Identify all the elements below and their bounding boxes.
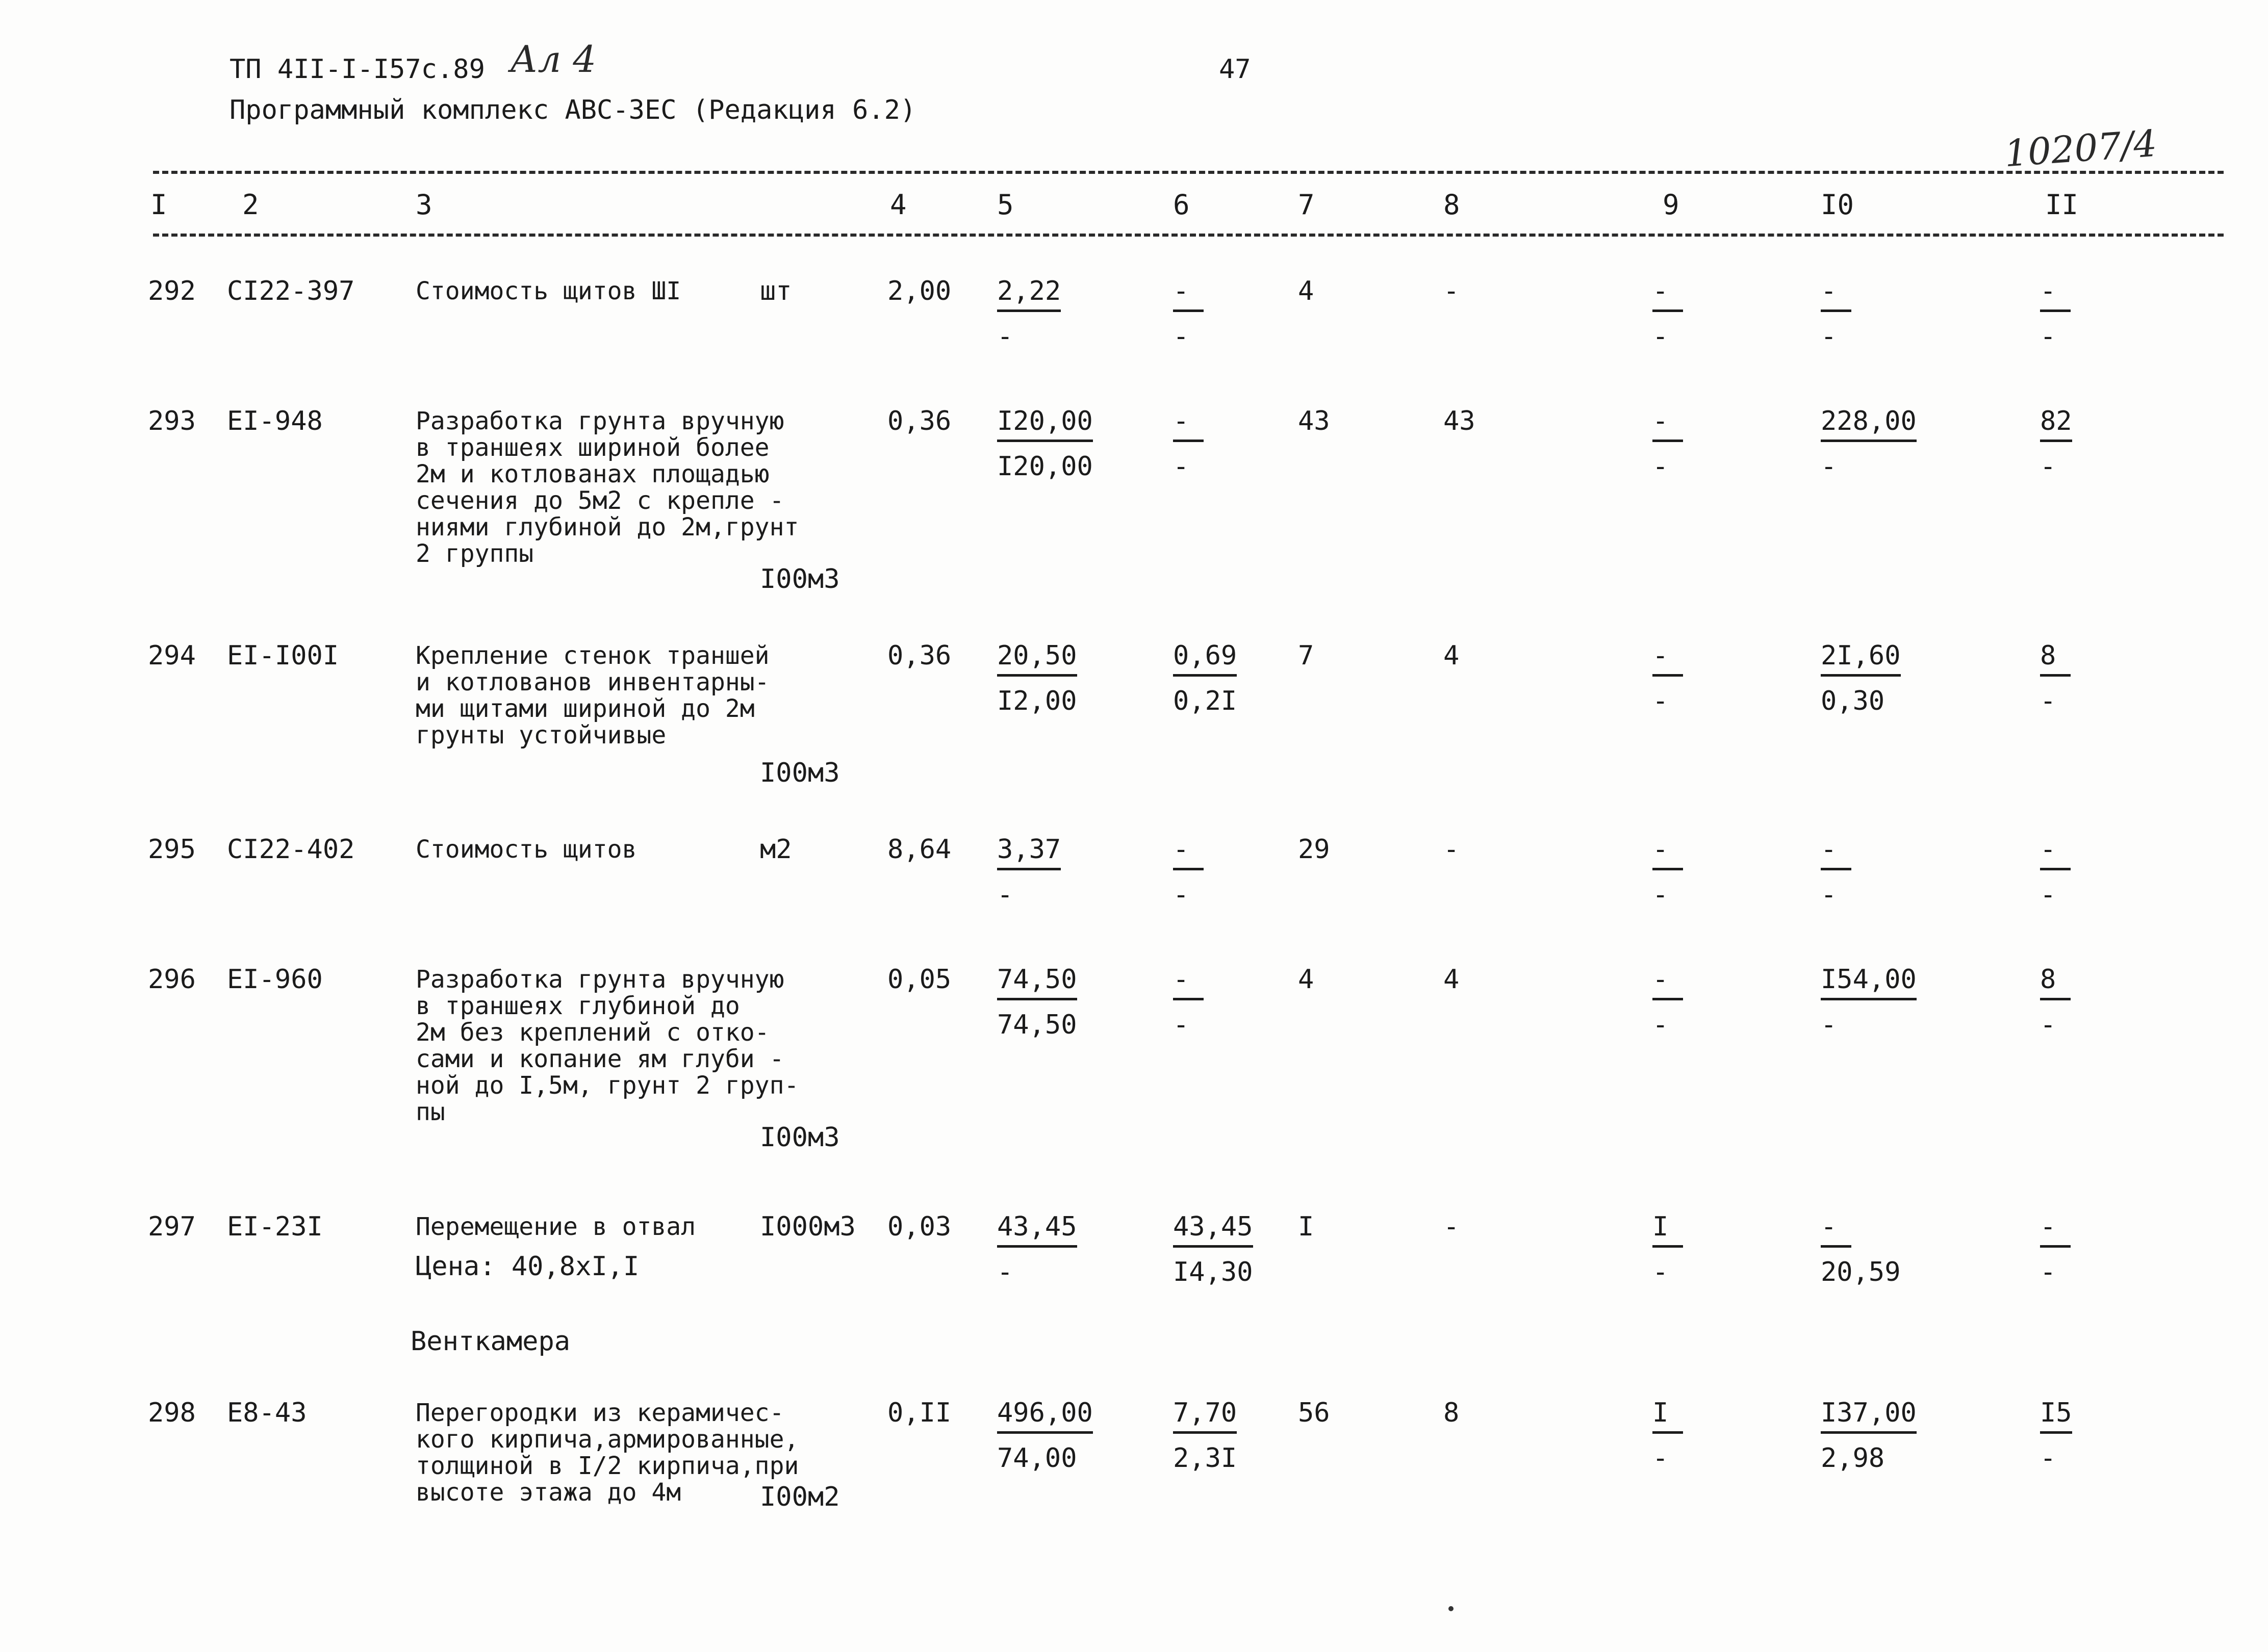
cell-col11-denominator: - <box>2040 321 2056 352</box>
cell-col5 <box>997 836 1114 911</box>
cell-col10 <box>1821 966 1938 1041</box>
row-number: 295 <box>148 834 196 865</box>
cell-col8: 8 <box>1443 1398 1460 1428</box>
cell-col8: - <box>1443 276 1460 306</box>
row-number: 293 <box>148 406 196 436</box>
col-header-11: II <box>2045 189 2079 221</box>
cell-col10-denominator: - <box>1821 451 1837 482</box>
cell-col9-denominator: - <box>1652 1443 1669 1474</box>
cell-col7: 7 <box>1298 640 1314 671</box>
cell-col9-numerator: I <box>1652 1214 1683 1248</box>
page-number: 47 <box>1219 54 1251 85</box>
col-header-6: 6 <box>1173 189 1190 221</box>
cell-col10-denominator: - <box>1821 880 1837 910</box>
col-header-10: I0 <box>1821 189 1854 221</box>
row-description: Стоимость щитов ШI <box>416 277 681 305</box>
row-unit: I000м3 <box>760 1211 856 1242</box>
section-label: Венткамера <box>411 1326 571 1357</box>
col-header-2: 2 <box>242 189 259 221</box>
cell-col10-numerator: I37,00 <box>1821 1400 1917 1434</box>
row-code: EI-948 <box>227 406 323 436</box>
cell-col11-denominator: - <box>2040 880 2056 910</box>
cell-col6-denominator: 0,2I <box>1173 686 1237 716</box>
cell-col6-numerator: 0,69 <box>1173 642 1237 677</box>
cell-col11-numerator: 8 <box>2040 642 2071 677</box>
cell-col9 <box>1652 1211 1770 1288</box>
cell-col7: 29 <box>1298 834 1330 865</box>
cell-col11 <box>2040 1211 2157 1288</box>
row-number: 297 <box>148 1211 196 1242</box>
row-unit: I00м2 <box>760 1482 840 1512</box>
cell-col9-denominator: - <box>1652 321 1669 352</box>
row-description: Стоимость щитов <box>416 835 637 864</box>
cell-col8: - <box>1443 1211 1460 1242</box>
cell-col9-denominator: - <box>1652 1010 1669 1040</box>
cell-col5-denominator: I20,00 <box>997 451 1093 482</box>
row-number: 292 <box>148 276 196 306</box>
doc-code: ТП 4II-I-I57с.89 <box>230 54 485 85</box>
cell-col9-denominator: - <box>1652 880 1669 910</box>
cell-col9 <box>1652 278 1770 353</box>
cell-col6 <box>1173 836 1290 911</box>
row-quantity: 0,36 <box>887 406 952 436</box>
cell-col6-numerator: - <box>1173 408 1204 442</box>
cell-col5-numerator: 2,22 <box>997 278 1061 312</box>
col-header-9: 9 <box>1663 189 1679 221</box>
row-code: СI22-402 <box>227 834 355 865</box>
cell-col5-numerator: 3,37 <box>997 836 1061 870</box>
cell-col5-numerator: 43,45 <box>997 1214 1077 1248</box>
cell-col10 <box>1821 1211 1938 1288</box>
row-code: E8-43 <box>227 1398 307 1428</box>
cell-col10 <box>1821 1400 1938 1475</box>
cell-col5 <box>997 642 1114 717</box>
cell-col6 <box>1173 278 1290 353</box>
row-quantity: 2,00 <box>887 276 952 306</box>
cell-col5 <box>997 408 1114 483</box>
cell-col10 <box>1821 642 1938 717</box>
cell-col7: 4 <box>1298 276 1314 306</box>
row-price-note: Цена: 40,8хI,I <box>416 1251 640 1282</box>
row-number: 298 <box>148 1398 196 1428</box>
row-description: Разработка грунта вручную в траншеях глубиной до 2м без креплений с отко- сами и копание ям глуби - ной до I,5м, грунт 2 груп- пы <box>416 965 799 1126</box>
cell-col5 <box>997 1400 1114 1475</box>
row-unit: I00м3 <box>760 758 840 788</box>
cell-col5-denominator: - <box>997 1257 1013 1287</box>
cell-col11 <box>2040 836 2157 911</box>
cell-col5-denominator: I2,00 <box>997 686 1077 716</box>
col-header-4: 4 <box>890 189 907 221</box>
row-description: Разработка грунта вручную в траншеях шириной более 2м и котлованах площадью сечения до 5м2 с крепле - ниями глубиной до 2м,грунт 2 группы <box>416 407 799 568</box>
cell-col8: 4 <box>1443 964 1460 995</box>
cell-col5-denominator: 74,00 <box>997 1443 1077 1474</box>
cell-col7: 43 <box>1298 406 1330 436</box>
cell-col6 <box>1173 966 1290 1041</box>
cell-col10-numerator: - <box>1821 1214 1851 1248</box>
cell-col6 <box>1173 1400 1290 1475</box>
row-quantity: 8,64 <box>887 834 952 865</box>
cell-col10-denominator: 2,98 <box>1821 1443 1885 1474</box>
cell-col9 <box>1652 836 1770 911</box>
row-unit: м2 <box>760 834 792 865</box>
row-number: 296 <box>148 964 196 995</box>
cell-col5-numerator: 496,00 <box>997 1400 1093 1434</box>
cell-col10-numerator: 228,00 <box>1821 408 1917 442</box>
cell-col5 <box>997 966 1114 1041</box>
cell-col8: 4 <box>1443 640 1460 671</box>
cell-col6 <box>1173 408 1290 483</box>
cell-col5-denominator: 74,50 <box>997 1010 1077 1040</box>
row-code: EI-960 <box>227 964 323 995</box>
cell-col5-numerator: 74,50 <box>997 966 1077 1000</box>
row-description: Перегородки из керамичес- кого кирпича,армированные, толщиной в I/2 кирпича,при высоте этажа до 4м <box>416 1399 799 1507</box>
cell-col5 <box>997 1211 1114 1288</box>
cell-col9 <box>1652 642 1770 717</box>
cell-col6-denominator: - <box>1173 880 1189 910</box>
cell-col11 <box>2040 966 2157 1041</box>
col-header-5: 5 <box>997 189 1014 221</box>
cell-col6-numerator: - <box>1173 966 1204 1000</box>
header-rule-top <box>153 171 2224 174</box>
row-code: EI-23I <box>227 1211 323 1242</box>
cell-col10 <box>1821 836 1938 911</box>
cell-col9-denominator: - <box>1652 451 1669 482</box>
cell-col10-numerator: 2I,60 <box>1821 642 1901 677</box>
cell-col6-denominator: - <box>1173 451 1189 482</box>
cell-col6-numerator: 7,70 <box>1173 1400 1237 1434</box>
cell-col6-denominator: I4,30 <box>1173 1257 1253 1287</box>
cell-col9-denominator: - <box>1652 1257 1669 1287</box>
row-unit: I00м3 <box>760 564 840 595</box>
cell-col10 <box>1821 278 1938 353</box>
cell-col11-numerator: - <box>2040 278 2071 312</box>
row-code: СI22-397 <box>227 276 355 306</box>
stamp-number: 10207/4 <box>2003 121 2158 175</box>
cell-col6-numerator: 43,45 <box>1173 1214 1253 1248</box>
cell-col8: 43 <box>1443 406 1475 436</box>
cell-col11-denominator: - <box>2040 1010 2056 1040</box>
cell-col10-numerator: I54,00 <box>1821 966 1917 1000</box>
row-description: Крепление стенок траншей и котлованов инвентарны- ми щитами шириной до 2м грунты устойчивые <box>416 641 770 750</box>
cell-col5 <box>997 278 1114 353</box>
cell-col6-denominator: 2,3I <box>1173 1443 1237 1474</box>
cell-col11-denominator: - <box>2040 451 2056 482</box>
cell-col10-denominator: 0,30 <box>1821 686 1885 716</box>
cell-col7: I <box>1298 1211 1314 1242</box>
row-code: EI-I00I <box>227 640 339 671</box>
cell-col11 <box>2040 1400 2157 1475</box>
cell-col11 <box>2040 408 2157 483</box>
cell-col9 <box>1652 966 1770 1041</box>
cell-col9-numerator: I <box>1652 1400 1683 1434</box>
cell-col11-numerator: I5 <box>2040 1400 2072 1434</box>
row-description: Перемещение в отвал <box>416 1212 696 1241</box>
cell-col10-denominator: - <box>1821 321 1837 352</box>
cell-col10-numerator: - <box>1821 278 1851 312</box>
cell-col9-numerator: - <box>1652 642 1683 677</box>
header-rule-bottom <box>153 234 2224 237</box>
cell-col9-denominator: - <box>1652 686 1669 716</box>
cell-col6-numerator: - <box>1173 278 1204 312</box>
cell-col6 <box>1173 642 1290 717</box>
cell-col11-numerator: 8 <box>2040 966 2071 1000</box>
stray-dot <box>1448 1606 1454 1611</box>
row-unit: I00м3 <box>760 1122 840 1153</box>
cell-col11-denominator: - <box>2040 1443 2056 1474</box>
col-header-8: 8 <box>1443 189 1460 221</box>
row-quantity: 0,03 <box>887 1211 952 1242</box>
handwritten-code: Ал 4 <box>510 38 597 81</box>
row-number: 294 <box>148 640 196 671</box>
cell-col6-denominator: - <box>1173 1010 1189 1040</box>
cell-col5-numerator: I20,00 <box>997 408 1093 442</box>
cell-col9-numerator: - <box>1652 408 1683 442</box>
col-header-7: 7 <box>1298 189 1315 221</box>
cell-col5-denominator: - <box>997 321 1013 352</box>
cell-col11-denominator: - <box>2040 1257 2056 1287</box>
col-header-3: 3 <box>416 189 432 221</box>
row-quantity: 0,05 <box>887 964 952 995</box>
cell-col5-denominator: - <box>997 880 1013 910</box>
cell-col9-numerator: - <box>1652 278 1683 312</box>
row-quantity: 0,36 <box>887 640 952 671</box>
cell-col10-denominator: 20,59 <box>1821 1257 1901 1287</box>
cell-col5-numerator: 20,50 <box>997 642 1077 677</box>
cell-col7: 4 <box>1298 964 1314 995</box>
row-unit: шт <box>760 276 792 306</box>
program-name: Программный комплекс АВС-ЗЕС (Редакция 6.2) <box>230 95 916 125</box>
cell-col11-numerator: 82 <box>2040 408 2072 442</box>
cell-col8: - <box>1443 834 1460 865</box>
cell-col7: 56 <box>1298 1398 1330 1428</box>
cell-col9 <box>1652 1400 1770 1475</box>
cell-col6-denominator: - <box>1173 321 1189 352</box>
cell-col10 <box>1821 408 1938 483</box>
cell-col6-numerator: - <box>1173 836 1204 870</box>
cell-col9-numerator: - <box>1652 966 1683 1000</box>
cell-col11 <box>2040 278 2157 353</box>
cell-col11-numerator: - <box>2040 836 2071 870</box>
col-header-1: I <box>150 189 167 221</box>
cell-col11 <box>2040 642 2157 717</box>
cell-col11-denominator: - <box>2040 686 2056 716</box>
cell-col10-numerator: - <box>1821 836 1851 870</box>
cell-col9 <box>1652 408 1770 483</box>
row-quantity: 0,II <box>887 1398 952 1428</box>
cell-col6 <box>1173 1211 1290 1288</box>
cell-col10-denominator: - <box>1821 1010 1837 1040</box>
cell-col9-numerator: - <box>1652 836 1683 870</box>
cell-col11-numerator: - <box>2040 1214 2071 1248</box>
